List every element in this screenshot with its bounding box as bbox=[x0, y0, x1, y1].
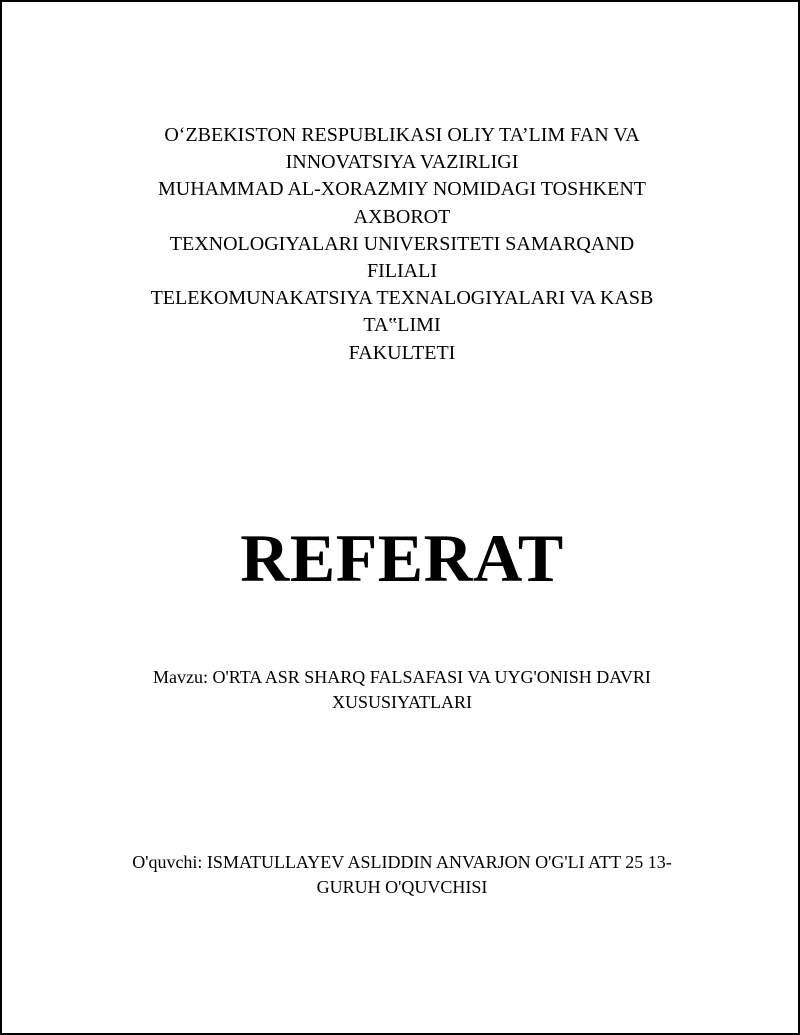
header-line: TEXNOLOGIYALARI UNIVERSITETI SAMARQAND bbox=[169, 232, 635, 255]
header-line: TELEKOMUNAKATSIYA TEXNALOGIYALARI VA KASB bbox=[150, 287, 654, 310]
header-line: O‘ZBEKISTON RESPUBLIKASI OLIY TA’LIM FAN VA bbox=[164, 124, 640, 146]
header-line: INNOVATSIYA VAZIRLIGI bbox=[285, 151, 519, 174]
header-line: MUHAMMAD AL-XORAZMIY NOMIDAGI TOSHKENT bbox=[158, 178, 646, 201]
document-title: REFERAT bbox=[240, 520, 564, 596]
header-line: AXBOROT bbox=[353, 205, 451, 228]
header-line: FILIALI bbox=[367, 260, 437, 283]
student-line: GURUH O'QUVCHISI bbox=[316, 877, 488, 897]
student-block bbox=[2, 850, 800, 900]
student-line: O'quvchi: ISMATULLAYEV ASLIDDIN ANVARJON O'G'LI ATT 25 13- bbox=[132, 852, 672, 872]
header-line: FAKULTETI bbox=[348, 341, 456, 364]
topic-block bbox=[2, 665, 800, 715]
header-line: TA‟LIMI bbox=[363, 314, 441, 337]
institution-header bbox=[2, 122, 800, 367]
topic-line: Mavzu: O'RTA ASR SHARQ FALSAFASI VA UYG'ONISH DAVRI bbox=[153, 667, 651, 687]
topic-line: XUSUSIYATLARI bbox=[331, 692, 472, 712]
